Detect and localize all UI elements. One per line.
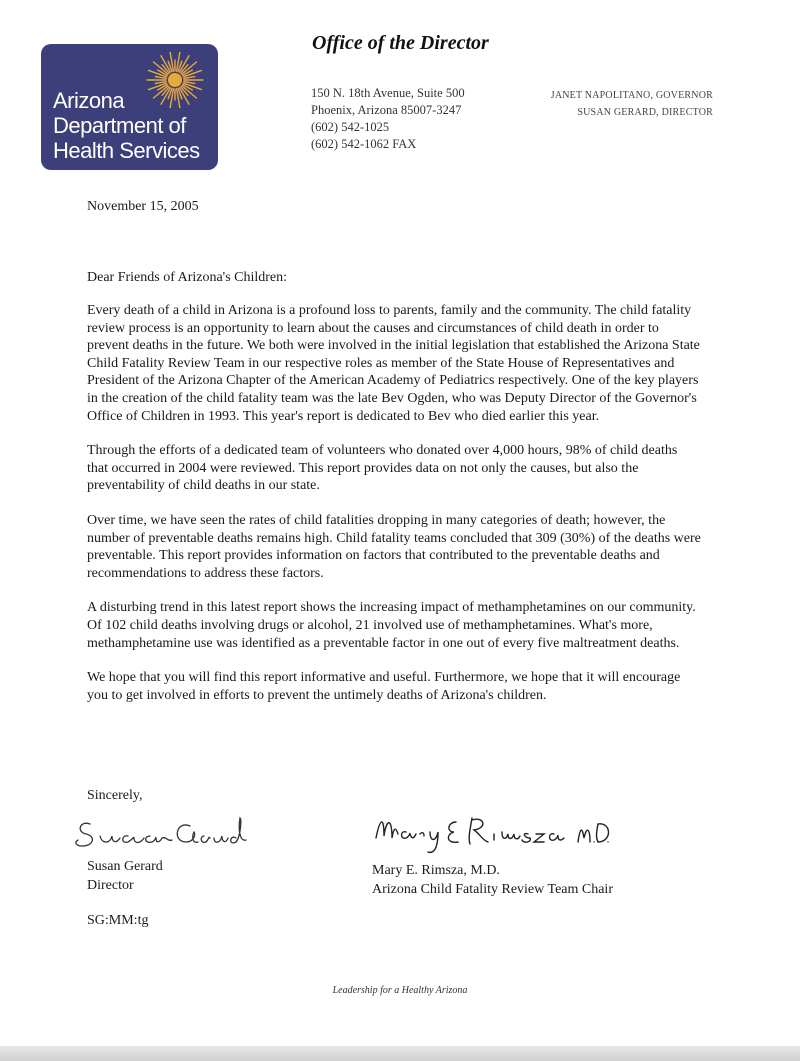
officials-block [551, 87, 713, 121]
office-title: Office of the Director [312, 32, 489, 54]
signature-mary-rimsza [372, 808, 612, 858]
sun-icon [139, 50, 211, 110]
letter-body [87, 302, 701, 721]
signatory-name: Susan Gerard [87, 859, 163, 874]
address-line: Phoenix, Arizona 85007-3247 [311, 103, 462, 117]
reference-initials: SG:MM:tg [87, 913, 149, 928]
governor-line: JANET NAPOLITANO, GOVERNOR [550, 90, 713, 101]
signatory-2 [372, 861, 613, 899]
logo-line-3: Health Services [53, 138, 200, 163]
paragraph: We hope that you will find this report informative and useful. Furthermore, we hope that it will encourage you to get involved in efforts to prevent the untimely deaths of Arizona's children. [87, 670, 681, 703]
fax-number: (602) 542-1062 FAX [311, 137, 417, 151]
letter-date: November 15, 2005 [87, 199, 199, 214]
logo-line-2: Department of [53, 113, 186, 138]
director-line: SUSAN GERARD, DIRECTOR [577, 107, 713, 118]
signatory-name: Mary E. Rimsza, M.D. [372, 863, 500, 878]
salutation: Dear Friends of Arizona's Children: [87, 270, 288, 285]
signatory-title: Director [87, 878, 134, 893]
logo-line-1: Arizona [53, 88, 125, 113]
paragraph: Over time, we have seen the rates of child fatalities dropping in many categories of death; however, the number of preventable deaths remains high. Child fatality teams concluded that 309 (30%) of the deaths were preventable. This report provides information on factors that contributed to the preventable deaths and recommendations to address these factors. [87, 512, 701, 581]
closing: Sincerely, [87, 788, 143, 803]
signatory-1 [87, 857, 163, 895]
paragraph: Every death of a child in Arizona is a profound loss to parents, family and the community. The child fatality review process is an opportunity to learn about the causes and circumstances of child death in order to prevent deaths in the future. We both were involved in the initial legislation that established the Arizona State Child Fatality Review Team in our respective roles as member of the State House of Representatives and President of the Arizona Chapter of the American Academy of Pediatrics respectively. One of the key players in the creation of the child fatality team was the late Bev Ogden, who was Deputy Director of the Governor's Office of Children in 1993. This year's report is dedicated to Bev who died earlier this year. [87, 303, 700, 424]
signatory-title: Arizona Child Fatality Review Team Chair [372, 882, 613, 897]
scan-edge [0, 1046, 800, 1061]
phone-number: (602) 542-1025 [311, 120, 390, 134]
signature-susan-gerard [72, 810, 252, 855]
adhs-logo [41, 44, 218, 170]
paragraph: Through the efforts of a dedicated team of volunteers who donated over 4,000 hours, 98% of child deaths that occurred in 2004 were reviewed. This report provides data on not only the causes, but also the preventability of child deaths in our state. [87, 443, 678, 494]
office-address [311, 85, 465, 153]
footer-tagline: Leadership for a Healthy Arizona [332, 985, 468, 996]
address-line: 150 N. 18th Avenue, Suite 500 [311, 86, 465, 100]
paragraph: A disturbing trend in this latest report shows the increasing impact of methamphetamines on our community. Of 102 child deaths involving drugs or alcohol, 21 involved use of methamphetamines. What's more, methamphetamine use was identified as a preventable factor in one out of every five maltreatment deaths. [87, 600, 696, 651]
